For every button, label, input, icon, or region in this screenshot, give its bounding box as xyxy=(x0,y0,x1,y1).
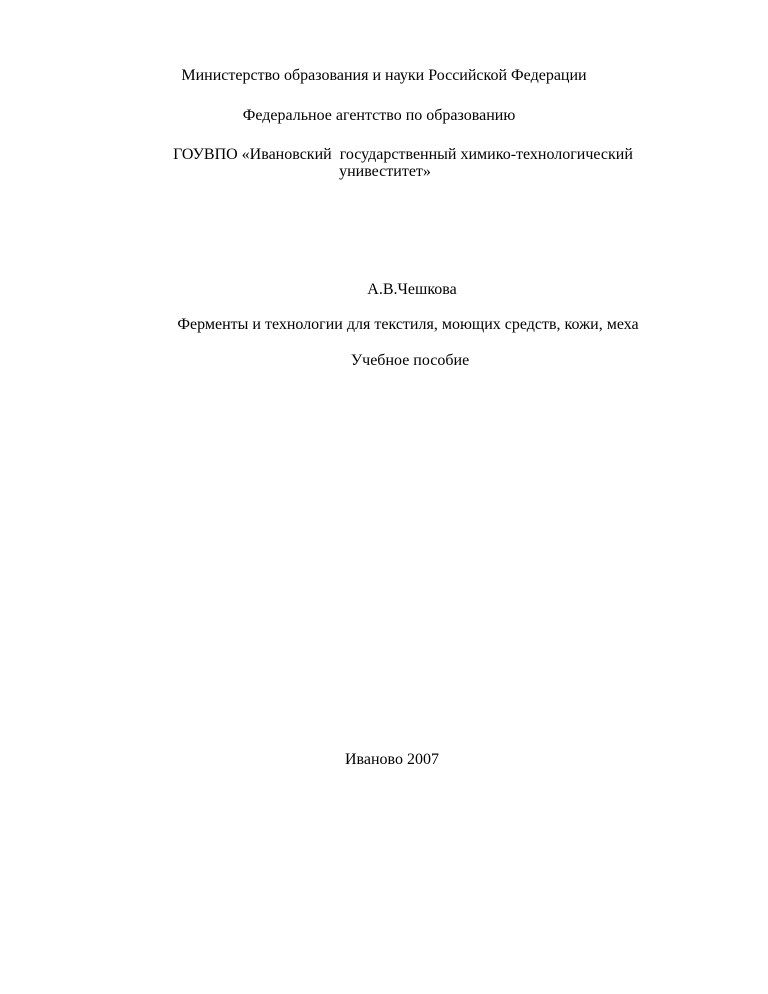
document-title: Ферменты и технологии для текстиля, моющих средств, кожи, меха xyxy=(177,316,639,333)
university-name-line-2: унивеститет» xyxy=(339,163,431,180)
ministry-name: Министерство образования и науки Российской Федерации xyxy=(181,67,587,84)
university-name-line-1: ГОУВПО «Ивановский государственный химико-технологический xyxy=(173,146,633,163)
document-subtitle: Учебное пособие xyxy=(350,352,470,369)
place-and-year: Иваново 2007 xyxy=(344,751,439,768)
author-name: А.В.Чешкова xyxy=(367,281,457,298)
agency-name: Федеральное агентство по образованию xyxy=(242,107,516,124)
